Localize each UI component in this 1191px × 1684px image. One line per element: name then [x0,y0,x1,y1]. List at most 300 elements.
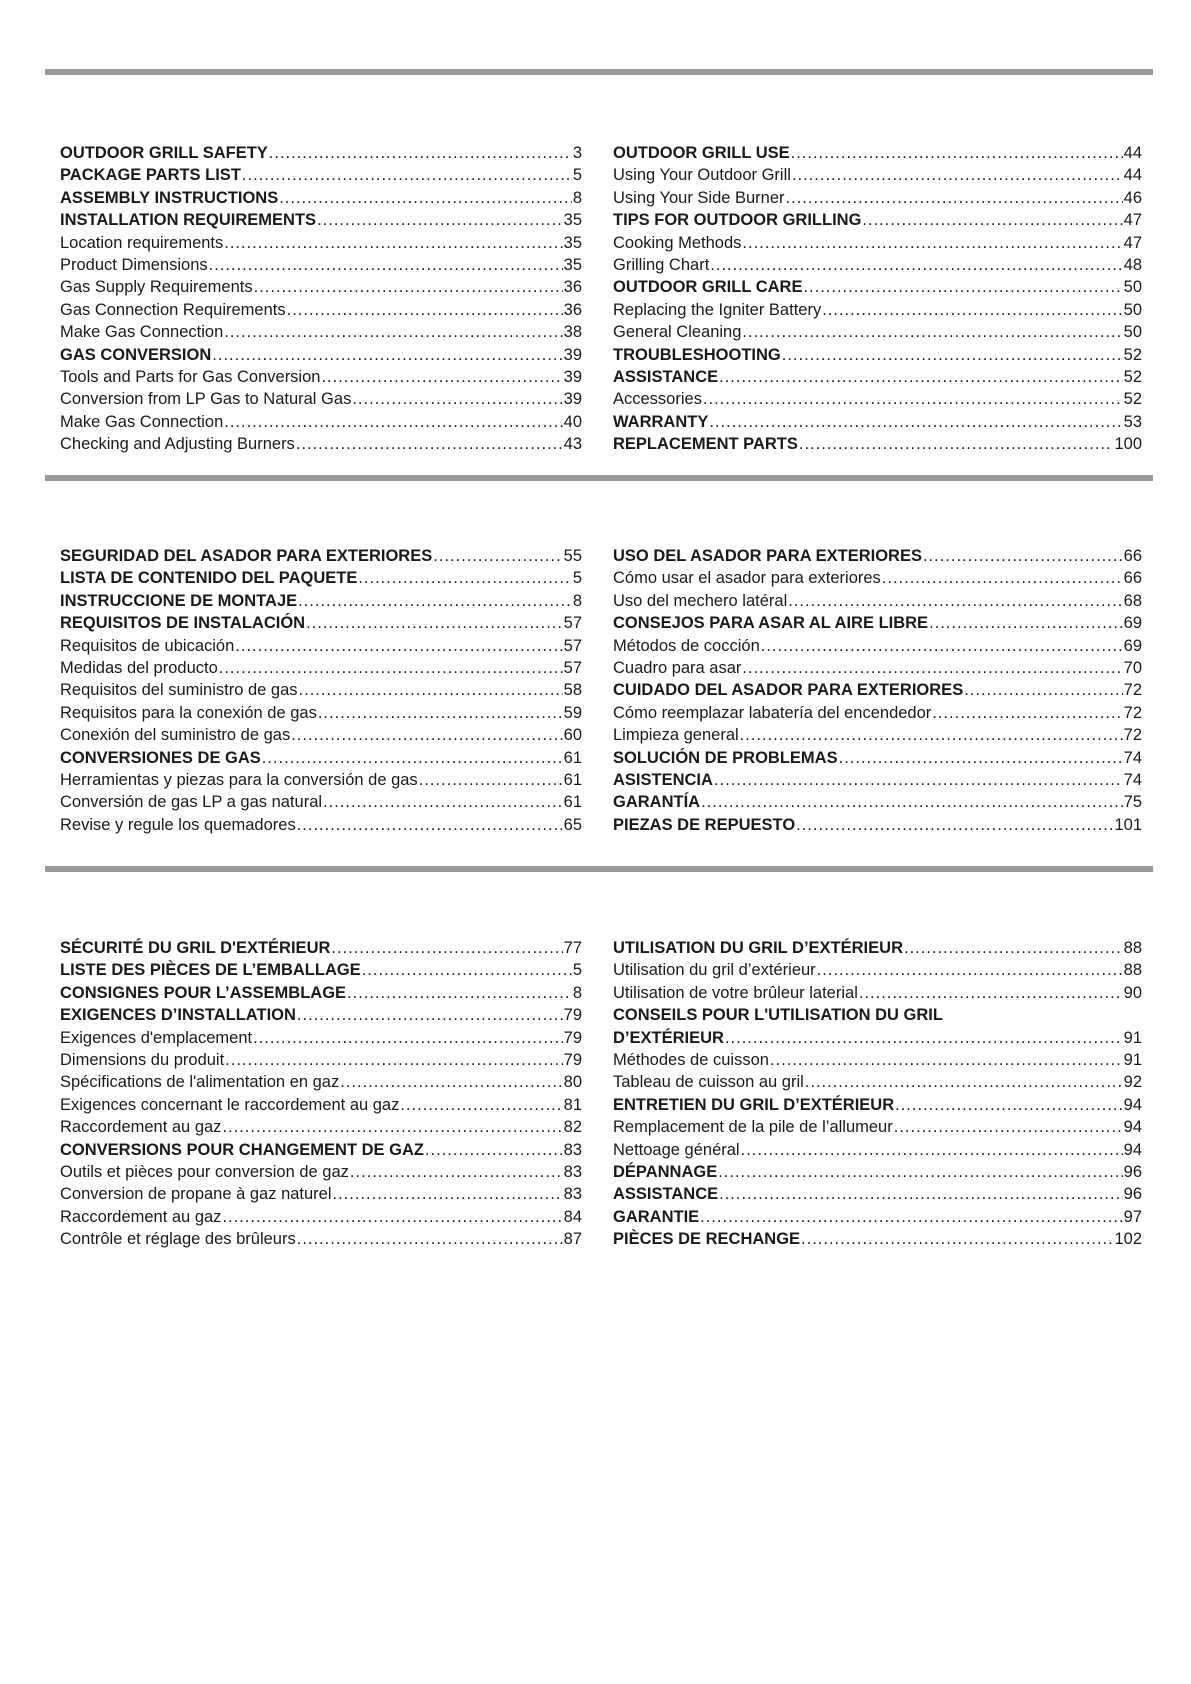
dot-leader [318,702,563,724]
dot-leader [770,1049,1123,1071]
dot-leader [224,321,562,343]
dot-leader [297,814,563,836]
toc-entry-page: 35 [563,211,582,230]
toc-entry [60,344,582,366]
dot-leader [792,164,1123,186]
toc-entry [60,590,582,612]
toc-entry [613,142,1142,164]
dot-leader [297,1228,563,1250]
toc-entry [613,1228,1142,1250]
toc-entry-page: 94 [1123,1140,1142,1159]
toc-entry [60,299,582,321]
toc-entry [613,366,1142,388]
toc-entry-page: 3 [572,144,582,162]
toc-entry-label: Medidas del producto [60,658,218,677]
toc-entry [613,937,1142,959]
toc-entry-page: 84 [563,1207,582,1226]
toc-entry [613,232,1142,254]
toc-entry [60,1094,582,1116]
toc-entry-page: 91 [1123,1028,1142,1047]
toc-entry-page: 47 [1123,233,1142,252]
toc-entry [60,1183,582,1205]
toc-entry-page: 72 [1123,726,1142,745]
toc-entry-label: CONSEJOS PARA ASAR AL AIRE LIBRE [613,614,929,633]
toc-entry [60,679,582,701]
toc-entry [60,1004,582,1026]
dot-leader [742,657,1122,679]
dot-leader [219,657,563,679]
toc-entry-page: 69 [1123,614,1142,633]
toc-entry [613,1206,1142,1228]
dot-leader [718,1161,1122,1183]
toc-entry-page: 39 [563,345,582,364]
toc-entry-page: 44 [1123,144,1142,162]
dot-leader [740,724,1123,746]
toc-entry-page: 5 [572,961,582,980]
toc-entry-label: Product Dimensions [60,255,208,274]
toc-entry-page: 57 [563,614,582,633]
toc-entry-label: CONSEILS POUR L'UTILISATION DU GRIL [613,1006,943,1025]
toc-entry [60,209,582,231]
dot-leader [719,1183,1123,1205]
toc-entry-page: 79 [563,1050,582,1069]
toc-entry [613,321,1142,343]
toc-entry [613,590,1142,612]
toc-entry [613,982,1142,1004]
toc-entry-label: Accessories [613,390,702,409]
toc-entry-label: Méthodes de cuisson [613,1050,769,1069]
toc-entry-page: 74 [1123,770,1142,789]
toc-entry-page: 38 [563,323,582,342]
toc-entry [613,702,1142,724]
toc-entry [60,276,582,298]
dot-leader [291,724,562,746]
dot-leader [297,1004,563,1026]
toc-entry-page: 74 [1123,748,1142,767]
dot-leader [700,1206,1122,1228]
toc-entry [613,209,1142,231]
toc-entry [613,769,1142,791]
toc-entry-label: Exigences d'emplacement [60,1028,253,1047]
toc-entry-page: 82 [563,1118,582,1137]
dot-leader [895,1094,1123,1116]
dot-leader [350,1161,563,1183]
dot-leader [321,366,562,388]
toc-entry-label: WARRANTY [613,412,709,431]
toc-entry-label: USO DEL ASADOR PARA EXTERIORES [613,547,922,565]
toc-entry [613,679,1142,701]
toc-entry-page: 50 [1123,323,1142,342]
dot-leader [235,635,562,657]
dot-leader [904,937,1123,959]
toc-entry-label: Métodos de cocción [613,636,760,655]
dot-leader [929,612,1123,634]
toc-entry-page: 90 [1123,983,1142,1002]
dot-leader [362,959,572,981]
toc-entry-label: Checking and Adjusting Burners [60,435,295,454]
dot-leader [791,142,1123,164]
toc-entry-label: PACKAGE PARTS LIST [60,166,241,185]
toc-entry [60,388,582,410]
toc-entry-page: 36 [563,278,582,297]
toc-entry-page: 79 [563,1006,582,1025]
toc-entry-label: LISTA DE CONTENIDO DEL PAQUETE [60,569,358,588]
toc-entry-label: Revise y regule los quemadores [60,815,296,834]
dot-leader [242,164,572,186]
toc-entry [60,567,582,589]
toc-entry-page: 87 [563,1230,582,1249]
toc-entry-label: ASSISTANCE [613,1185,719,1204]
dot-leader [298,590,572,612]
toc-entry-label: SEGURIDAD DEL ASADOR PARA EXTERIORES [60,547,433,565]
toc-entry [60,142,582,164]
dot-leader [425,1139,563,1161]
dot-leader [333,1183,563,1205]
toc-entry [60,1116,582,1138]
dot-leader [262,747,563,769]
dot-leader [923,545,1123,567]
toc-entry-label: Requisitos del suministro de gas [60,681,298,700]
dot-leader [224,411,562,433]
dot-leader [358,567,571,589]
dot-leader [761,635,1123,657]
dot-leader [269,142,572,164]
toc-entry [613,612,1142,634]
dot-leader [782,344,1123,366]
toc-entry-page: 61 [563,748,582,767]
toc-entry [613,388,1142,410]
toc-entry [60,254,582,276]
toc-entry-page: 8 [572,591,582,610]
divider-1 [45,475,1153,481]
toc-entry-label: Make Gas Connection [60,412,224,431]
toc-entry [60,1071,582,1093]
toc-entry [613,1049,1142,1071]
toc-entry-page: 55 [563,547,582,565]
toc-entry-page: 80 [563,1073,582,1092]
toc-entry-page: 91 [1123,1050,1142,1069]
dot-leader [741,1139,1123,1161]
toc-entry-page: 39 [563,390,582,409]
toc-entry-page: 83 [563,1185,582,1204]
top-divider [45,69,1153,75]
toc-entry [613,1183,1142,1205]
toc-entry-page: 66 [1123,569,1142,588]
toc-entry [613,1027,1142,1049]
toc-entry [613,187,1142,209]
toc-entry [60,635,582,657]
toc-entry [60,724,582,746]
dot-leader [882,567,1123,589]
toc-entry [613,814,1142,836]
toc-entry-label: Raccordement au gaz [60,1118,222,1137]
toc-entry-label: SOLUCIÓN DE PROBLEMAS [613,748,838,767]
toc-entry [613,724,1142,746]
divider-2 [45,866,1153,872]
toc-entry-page: 8 [572,188,582,207]
toc-entry-page: 5 [572,166,582,185]
dot-leader [306,612,563,634]
toc-entry-label: REQUISITOS DE INSTALACIÓN [60,614,306,633]
toc-entry-page: 70 [1123,658,1142,677]
toc-entry [613,657,1142,679]
toc-entry-page: 94 [1123,1095,1142,1114]
dot-leader [225,1049,562,1071]
toc-entry [613,567,1142,589]
dot-leader [796,814,1113,836]
toc-entry-page: 100 [1114,435,1142,454]
toc-entry-label: Cómo usar el asador para exteriores [613,569,881,588]
toc-entry-page: 57 [563,658,582,677]
toc-entry-page: 66 [1123,547,1142,565]
dot-leader [709,411,1122,433]
toc-entry-page: 92 [1123,1073,1142,1092]
toc-column-right [613,545,1142,836]
toc-entry [60,433,582,455]
toc-entry-label: Make Gas Connection [60,323,224,342]
toc-entry [613,254,1142,276]
toc-entry-label: Uso del mechero latéral [613,591,788,610]
dot-leader [433,545,562,567]
toc-entry-label: PIEZAS DE REPUESTO [613,815,796,834]
dot-leader [786,187,1123,209]
dot-leader [894,1116,1123,1138]
toc-entry-label: OUTDOOR GRILL SAFETY [60,144,268,162]
toc-entry-label: Cómo reemplazar labatería del encendedor [613,703,932,722]
toc-entry [613,791,1142,813]
toc-entry-page: 68 [1123,591,1142,610]
toc-entry-label: Tools and Parts for Gas Conversion [60,367,321,386]
dot-leader [719,366,1123,388]
dot-leader [742,321,1122,343]
toc-entry-label: GARANTIE [613,1207,700,1226]
dot-leader [803,276,1122,298]
toc-entry [60,164,582,186]
dot-leader [400,1094,562,1116]
toc-entry-page: 40 [563,412,582,431]
toc-entry-label: DÉPANNAGE [613,1162,718,1181]
toc-entry-page: 101 [1114,815,1142,834]
dot-leader [801,1228,1113,1250]
toc-entry-page: 36 [563,300,582,319]
toc-entry [60,232,582,254]
toc-entry-label: Using Your Outdoor Grill [613,166,791,185]
toc-entry-label: GARANTÍA [613,793,701,812]
toc-entry-page: 53 [1123,412,1142,431]
toc-entry-page: 50 [1123,300,1142,319]
dot-leader [799,433,1114,455]
toc-entry-page: 58 [563,681,582,700]
toc-entry-page: 81 [563,1095,582,1114]
dot-leader [701,791,1123,813]
toc-entry [613,959,1142,981]
toc-entry-page: 35 [563,233,582,252]
toc-entry [60,321,582,343]
dot-leader [710,254,1122,276]
toc-entry-label: Tableau de cuisson au gril [613,1073,804,1092]
toc-entry [613,1139,1142,1161]
toc-entry [60,545,582,567]
toc-entry-page: 39 [563,367,582,386]
toc-entry-page: 83 [563,1162,582,1181]
dot-leader [839,747,1123,769]
toc-entry-page: 79 [563,1028,582,1047]
toc-entry [60,187,582,209]
toc-entry-label: Spécifications de l'alimentation en gaz [60,1073,340,1092]
dot-leader [323,791,563,813]
dot-leader [222,1206,562,1228]
toc-entry-label: Cooking Methods [613,233,742,252]
toc-entry-label: Requisitos de ubicación [60,636,235,655]
toc-entry [60,937,582,959]
toc-entry-label: Cuadro para asar [613,658,742,677]
dot-leader [822,299,1122,321]
toc-entry-label: ASSEMBLY INSTRUCTIONS [60,188,279,207]
toc-entry [60,982,582,1004]
toc-entry-page: 52 [1123,345,1142,364]
toc-entry-label: TROUBLESHOOTING [613,345,781,364]
toc-entry-label: Location requirements [60,233,224,252]
dot-leader [347,982,572,1004]
toc-entry-page: 52 [1123,390,1142,409]
toc-entry-page: 44 [1123,166,1142,185]
toc-entry-label: SÉCURITÉ DU GRIL D'EXTÉRIEUR [60,939,331,957]
toc-entry-label: OUTDOOR GRILL CARE [613,278,803,297]
toc-entry [613,1094,1142,1116]
toc-entry-label: Grilling Chart [613,255,710,274]
toc-entry-label: CUIDADO DEL ASADOR PARA EXTERIORES [613,681,964,700]
toc-entry-label: Requisitos para la conexión de gas [60,703,317,722]
toc-entry [60,1228,582,1250]
toc-entry-label: Using Your Side Burner [613,188,785,207]
dot-leader [209,254,563,276]
toc-entry-page: 61 [563,793,582,812]
dot-leader [254,276,563,298]
toc-entry [613,1004,1142,1026]
toc-entry-page: 60 [563,726,582,745]
toc-column-left [60,937,582,1250]
dot-leader [340,1071,562,1093]
dot-leader [964,679,1122,701]
toc-entry [60,1139,582,1161]
toc-entry-page: 8 [572,983,582,1002]
toc-entry-label: CONVERSIONS POUR CHANGEMENT DE GAZ [60,1140,424,1159]
toc-entry [60,791,582,813]
toc-entry [60,366,582,388]
dot-leader [862,209,1122,231]
toc-entry-label: Limpieza general [613,726,739,745]
toc-entry [613,411,1142,433]
toc-entry-page: 102 [1114,1230,1142,1249]
toc-entry [613,299,1142,321]
toc-entry [613,1161,1142,1183]
toc-column-left [60,142,582,455]
dot-leader [742,232,1122,254]
toc-entry-label: PIÈCES DE RECHANGE [613,1230,801,1249]
toc-entry-label: CONVERSIONES DE GAS [60,748,261,767]
toc-entry-page: 50 [1123,278,1142,297]
toc-entry-page: 88 [1123,939,1142,957]
toc-entry-page: 94 [1123,1118,1142,1137]
dot-leader [212,344,562,366]
toc-entry-label: UTILISATION DU GRIL D’EXTÉRIEUR [613,939,903,957]
toc-entry-page: 43 [563,435,582,454]
toc-entry-label: Raccordement au gaz [60,1207,222,1226]
toc-entry-label: Conexión del suministro de gas [60,726,291,745]
toc-entry-label: Outils et pièces pour conversion de gaz [60,1162,349,1181]
toc-entry [613,276,1142,298]
toc-entry-label: Utilisation de votre brûleur laterial [613,983,858,1002]
toc-entry [60,1027,582,1049]
toc-entry-page: 75 [1123,793,1142,812]
toc-entry-label: Conversion de propane à gaz naturel [60,1185,332,1204]
toc-entry-page: 5 [572,569,582,588]
dot-leader [703,388,1123,410]
toc-entry [60,612,582,634]
toc-entry-label: CONSIGNES POUR L’ASSEMBLAGE [60,983,347,1002]
toc-entry-label: Contrôle et réglage des brûleurs [60,1230,296,1249]
toc-entry [60,1206,582,1228]
toc-column-right [613,937,1142,1250]
toc-entry-page: 61 [563,770,582,789]
toc-column-right [613,142,1142,455]
toc-entry-label: Utilisation du gril d’extérieur [613,961,816,980]
dot-leader [817,959,1123,981]
dot-leader [714,769,1123,791]
dot-leader [296,433,563,455]
toc-entry [613,545,1142,567]
toc-entry [613,433,1142,455]
toc-entry-label: INSTALLATION REQUIREMENTS [60,211,317,230]
toc-entry [613,164,1142,186]
toc-entry-page: 47 [1123,211,1142,230]
toc-entry-page: 96 [1123,1162,1142,1181]
toc-entry-page: 69 [1123,636,1142,655]
dot-leader [222,1116,562,1138]
toc-entry-label: Conversion from LP Gas to Natural Gas [60,390,352,409]
toc-entry-label: Dimensions du produit [60,1050,225,1069]
toc-entry [60,411,582,433]
dot-leader [805,1071,1123,1093]
toc-entry-page: 46 [1123,188,1142,207]
toc-entry [60,769,582,791]
toc-entry-label: Nettoage général [613,1140,740,1159]
dot-leader [725,1027,1123,1049]
toc-entry-page: 57 [563,636,582,655]
toc-entry-label: ENTRETIEN DU GRIL D’EXTÉRIEUR [613,1095,895,1114]
toc-entry [60,702,582,724]
toc-column-left [60,545,582,836]
toc-entry-label: Gas Supply Requirements [60,278,253,297]
dot-leader [352,388,562,410]
toc-entry-label: INSTRUCCIONE DE MONTAJE [60,591,298,610]
toc-entry [613,344,1142,366]
dot-leader [287,299,563,321]
dot-leader [224,232,562,254]
toc-entry-page: 59 [563,703,582,722]
toc-entry [60,657,582,679]
toc-entry [60,747,582,769]
dot-leader [279,187,572,209]
toc-entry-label: TIPS FOR OUTDOOR GRILLING [613,211,862,230]
toc-entry [613,747,1142,769]
toc-entry-label: Conversión de gas LP a gas natural [60,793,323,812]
toc-entry-page: 96 [1123,1185,1142,1204]
toc-entry [613,635,1142,657]
dot-leader [932,702,1122,724]
dot-leader [788,590,1122,612]
toc-entry-label: Exigences concernant le raccordement au gaz [60,1095,400,1114]
